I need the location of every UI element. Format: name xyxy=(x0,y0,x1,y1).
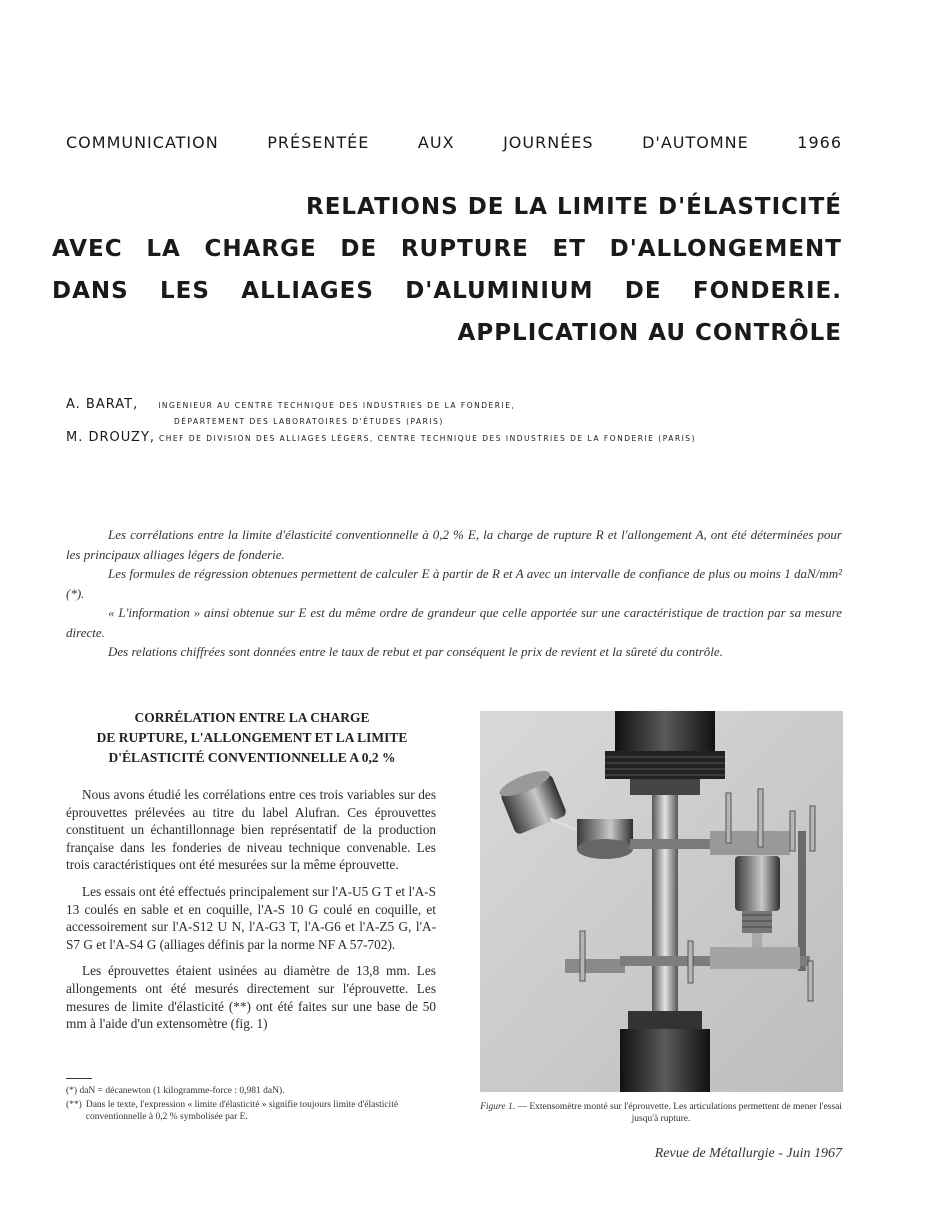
footnotes xyxy=(66,1085,436,1125)
title-line-4: APPLICATION AU CONTRÔLE xyxy=(457,320,842,346)
footnote-mark: (**) xyxy=(66,1100,82,1110)
title-word: RUPTURE xyxy=(400,236,529,262)
section-heading xyxy=(66,708,438,768)
title-word: DANS xyxy=(52,278,129,304)
title-word: DE xyxy=(340,236,378,262)
figure-caption xyxy=(478,1101,844,1125)
footnote-rule xyxy=(66,1078,92,1079)
abstract-paragraph: Les corrélations entre la limite d'élasticité conventionnelle à 0,2 % E, la charge de rupture R et l'allongement A, ont été déterminées pour les principaux alliages légers de fonderie. xyxy=(66,527,842,562)
author-1 xyxy=(66,397,846,414)
title-word: FONDERIE. xyxy=(692,278,842,304)
kicker-word: JOURNÉES xyxy=(503,133,594,152)
kicker-word: D'AUTOMNE xyxy=(642,133,749,152)
title-word: LA xyxy=(146,236,181,262)
section-heading-line: CORRÉLATION ENTRE LA CHARGE xyxy=(134,710,370,725)
article-title xyxy=(52,186,842,354)
title-word: D'ALLONGEMENT xyxy=(609,236,842,262)
title-word: ALLIAGES xyxy=(241,278,374,304)
series-heading xyxy=(66,133,842,152)
kicker-word: PRÉSENTÉE xyxy=(267,133,370,152)
journal-footer: Revue de Métallurgie - Juin 1967 xyxy=(654,1146,842,1161)
abstract xyxy=(66,525,842,662)
footnote-2 xyxy=(66,1099,436,1123)
figure-label: Figure 1. xyxy=(480,1102,516,1112)
title-line-3 xyxy=(52,270,842,312)
footnote-text: Dans le texte, l'expression « limite d'élasticité » signifie toujours limite d'élasticité conventionnelle à 0,2 % symbolisée par E. xyxy=(85,1100,399,1122)
title-word: CHARGE xyxy=(204,236,317,262)
title-word: D'ALUMINIUM xyxy=(405,278,594,304)
author-2 xyxy=(66,430,846,445)
title-word: AVEC xyxy=(52,236,123,262)
author-name: M. DROUZY, xyxy=(66,430,156,445)
body-paragraph: Nous avons étudié les corrélations entre ces trois variables sur des éprouvettes prélevées au titre du label Alufran. Ces éprouvettes constituent un échantillonnage bien représentatif de la production française dans les fonderies de niveau technique convenable. Les trois caractéristiques ont été mesurées sur la même éprouvette. xyxy=(66,787,436,873)
title-line-1: RELATIONS DE LA LIMITE D'ÉLASTICITÉ xyxy=(305,194,842,220)
body-text xyxy=(66,786,436,1042)
kicker-word: 1966 xyxy=(797,133,842,152)
abstract-paragraph: « L'information » ainsi obtenue sur E est du même ordre de grandeur que celle apportée sur une caractéristique de traction par sa mesure directe. xyxy=(66,605,842,640)
author-affiliation: DÉPARTEMENT DES LABORATOIRES D'ÉTUDES (PARIS) xyxy=(174,417,444,426)
footnote-1: (*) daN = décanewton (1 kilogramme-force : 0,981 daN). xyxy=(66,1086,285,1096)
abstract-paragraph: Les formules de régression obtenues permettent de calculer E à partir de R et A avec un intervalle de confiance de plus ou moins 1 daN/mm² (*). xyxy=(66,566,842,601)
title-line-2 xyxy=(52,228,842,270)
authors-block xyxy=(66,397,846,445)
figure-caption-text: — Extensomètre monté sur l'éprouvette. Les articulations permettent de mener l'essai jusqu'à rupture. xyxy=(517,1102,842,1124)
author-affiliation: CHEF DE DIVISION DES ALLIAGES LÉGERS, CENTRE TECHNIQUE DES INDUSTRIES DE LA FONDERIE (PARIS) xyxy=(159,434,696,443)
kicker-word: AUX xyxy=(417,133,455,152)
title-word: ET xyxy=(552,236,586,262)
title-word: LES xyxy=(160,278,210,304)
section-heading-line: D'ÉLASTICITÉ CONVENTIONNELLE A 0,2 % xyxy=(108,750,396,765)
author-affiliation: INGENIEUR AU CENTRE TECHNIQUE DES INDUSTRIES DE LA FONDERIE, xyxy=(158,401,516,410)
body-paragraph: Les éprouvettes étaient usinées au diamètre de 13,8 mm. Les allongements ont été mesurés directement sur l'éprouvette. Les mesures de limite d'élasticité (**) ont été faites sur une base de 50 mm à l'aide d'un extensomètre (fig. 1) xyxy=(66,963,436,1032)
author-name: A. BARAT, xyxy=(66,397,139,412)
kicker-word: COMMUNICATION xyxy=(66,133,219,152)
section-heading-line: DE RUPTURE, L'ALLONGEMENT ET LA LIMITE xyxy=(96,730,408,745)
abstract-paragraph: Des relations chiffrées sont données entre le taux de rebut et par conséquent le prix de revient et la sûreté du contrôle. xyxy=(108,644,723,659)
title-word: DE xyxy=(624,278,662,304)
body-paragraph: Les essais ont été effectués principalement sur l'A-U5 G T et l'A-S 13 coulés en sable et en coquille, l'A-S 10 G coulé en coquille, et accessoirement sur l'A-S12 U N, l'A-G3 T, l'A-G6 et l'A-Z5 G, l'A-S7 G et l'A-S4 G (alliages définis par la norme NF A 57-702). xyxy=(66,883,436,952)
figure-1-photo xyxy=(480,711,843,1092)
